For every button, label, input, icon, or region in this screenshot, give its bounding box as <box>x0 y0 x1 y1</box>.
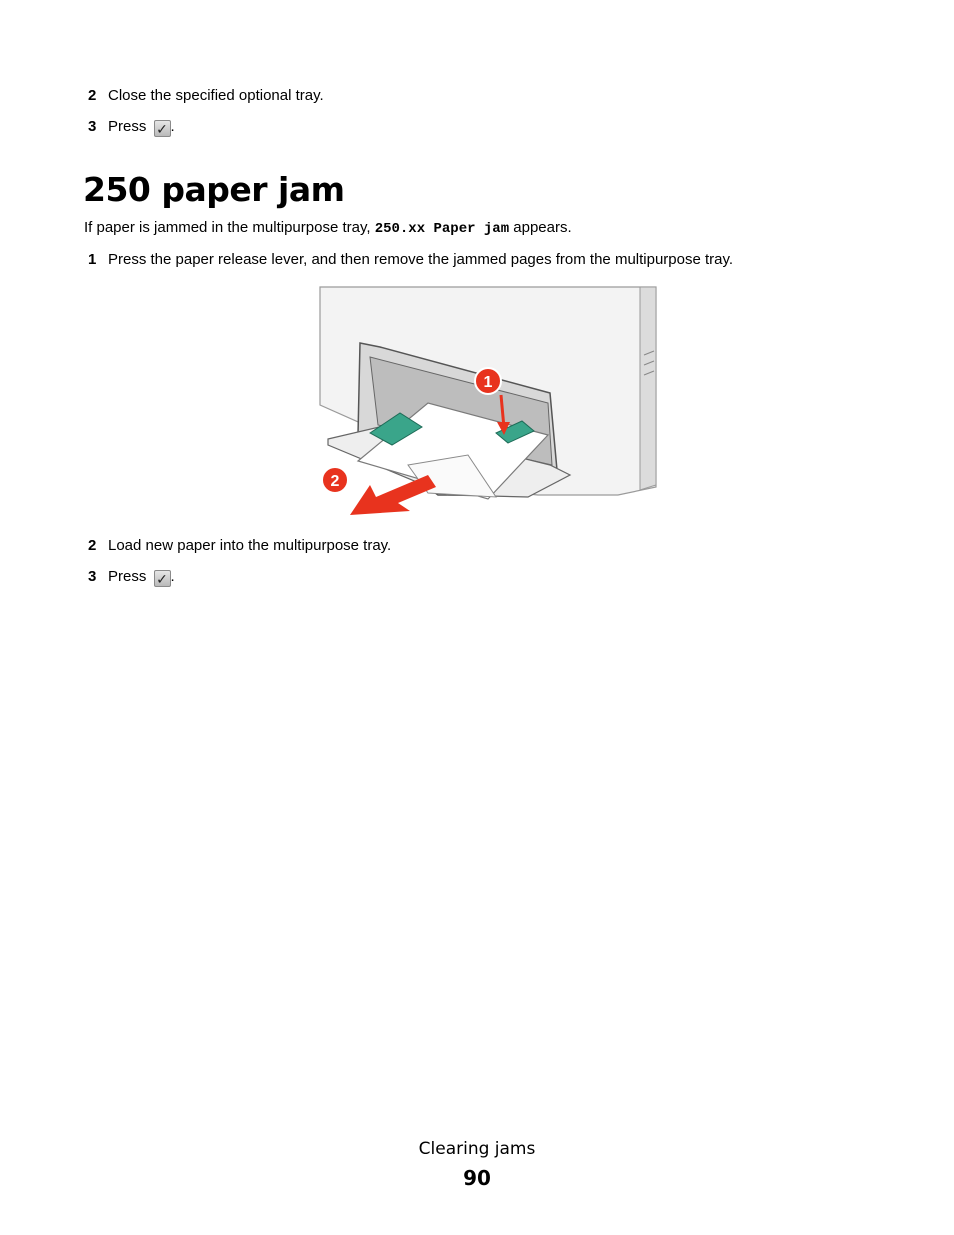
checkmark-button-icon: ✓ <box>154 570 171 587</box>
step-text: Press the paper release lever, and then remove the jammed pages from the multipurpose tray. <box>108 251 734 268</box>
step-trail: . <box>170 118 175 135</box>
step-press-check <box>88 117 175 137</box>
callout-1-label: 1 <box>483 374 493 391</box>
intro-after: appears. <box>509 219 572 236</box>
intro-paragraph <box>84 218 572 239</box>
step-number: 3 <box>88 568 97 585</box>
step-number: 2 <box>88 87 97 104</box>
intro-code: 250.xx Paper jam <box>374 221 510 237</box>
step-number: 1 <box>88 251 97 268</box>
checkmark-button-icon: ✓ <box>154 120 171 137</box>
footer-section-title: Clearing jams <box>418 1139 536 1159</box>
step-number: 2 <box>88 537 97 554</box>
step-text: Press <box>108 118 151 135</box>
printer-illustration <box>318 285 658 521</box>
callout-2-label: 2 <box>330 473 340 490</box>
printer-jam-diagram <box>318 285 658 521</box>
step-text: Load new paper into the multipurpose tray. <box>108 537 392 554</box>
intro-before: If paper is jammed in the multipurpose tray, <box>84 219 375 236</box>
step-text: Close the specified optional tray. <box>108 87 324 104</box>
step-close-tray <box>88 86 324 106</box>
step-release-lever <box>88 250 733 270</box>
page-number: 90 <box>463 1166 491 1190</box>
step-text: Press <box>108 568 151 585</box>
step-press-check-final <box>88 567 175 587</box>
section-heading: 250 paper jam <box>83 170 345 209</box>
step-load-paper <box>88 536 391 556</box>
step-number: 3 <box>88 118 97 135</box>
step-trail: . <box>170 568 175 585</box>
